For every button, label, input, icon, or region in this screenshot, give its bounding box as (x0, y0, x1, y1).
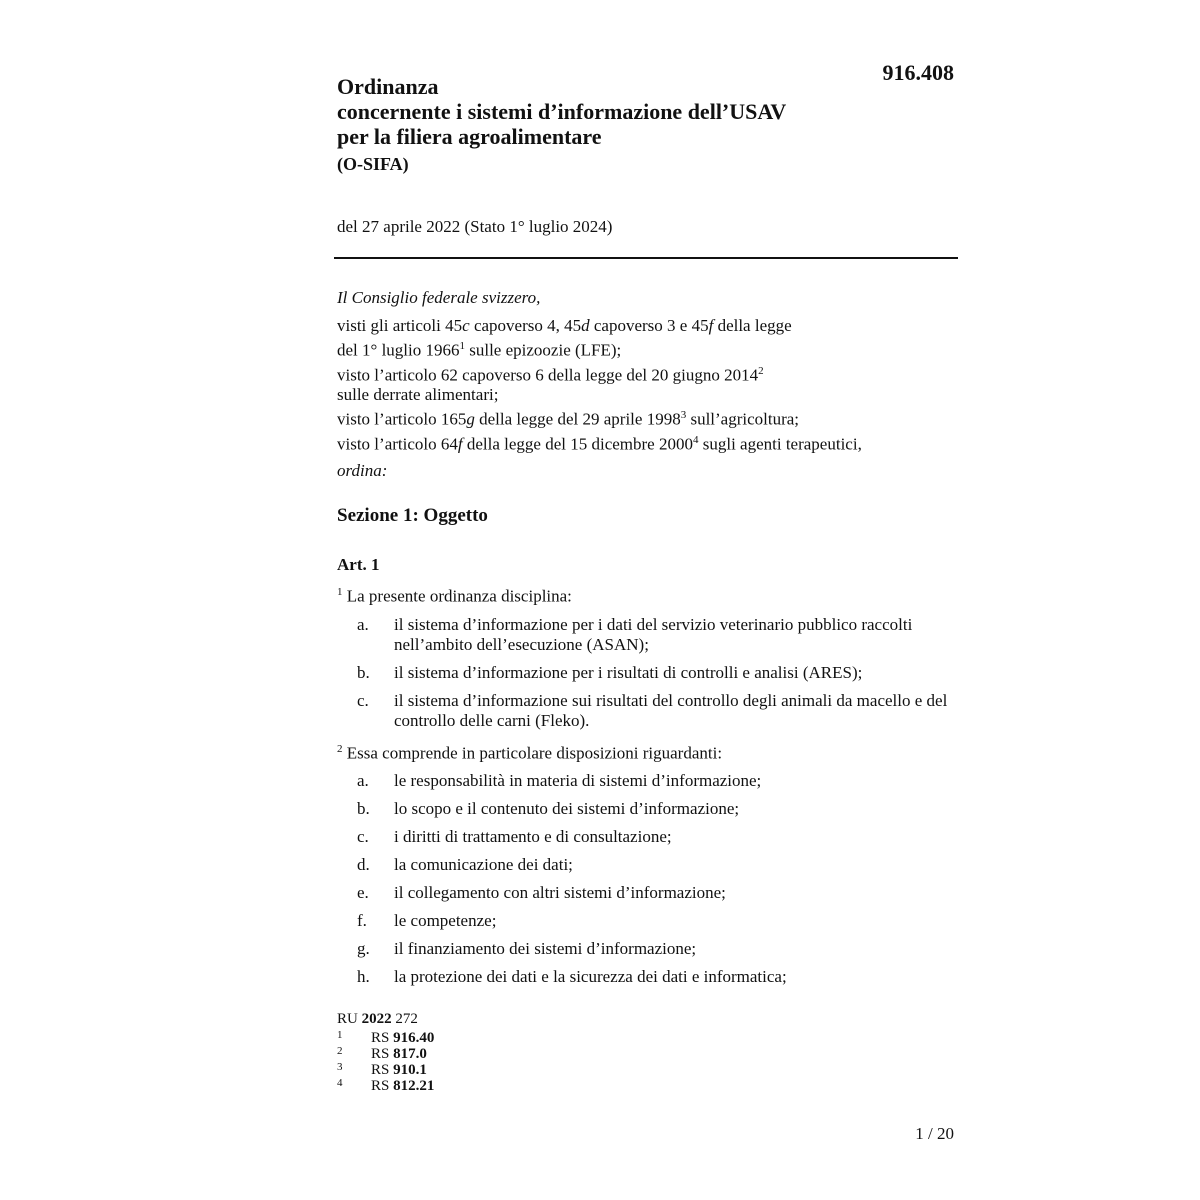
title-line-1: Ordinanza (337, 74, 439, 99)
footnote: 3 RS 910.1 (337, 1061, 427, 1078)
footnote-ref[interactable]: 4 (692, 433, 699, 446)
list-item: d. la comunicazione dei dati; (357, 855, 573, 875)
list-item: b. lo scopo e il contenuto dei sistemi d’informazione; (357, 799, 740, 819)
footnote-link[interactable]: 812.21 (393, 1078, 435, 1094)
footnote-link[interactable]: 916.40 (393, 1030, 435, 1046)
list-item: g. il finanziamento dei sistemi d’informazione; (357, 939, 697, 959)
footnote: 1 RS 916.40 (337, 1029, 435, 1046)
preamble-line-2: del 1° luglio 1966$^1$ sulle epizoozie (LFE); (337, 340, 622, 360)
preamble-line-1: visti gli articoli 45c capoverso 4, 45d capoverso 3 e 45f della legge (337, 316, 792, 335)
list-item: e. il collegamento con altri sistemi d’informazione; (357, 883, 726, 903)
footnotes (337, 1030, 434, 1094)
footnote-ref[interactable]: 1 (459, 340, 465, 352)
list-item: h. la protezione dei dati e la sicurezza dei dati e informatica; (357, 967, 787, 987)
preamble-council: Il Consiglio federale svizzero, (337, 288, 541, 307)
section-title: Sezione 1: Oggetto (337, 505, 488, 526)
paragraph-2-list (337, 771, 957, 987)
document-abbreviation: (O-SIFA) (337, 154, 409, 174)
footnote-link[interactable]: 910.1 (393, 1062, 427, 1078)
ru-reference: RU 2022 272 (337, 1011, 418, 1027)
document-date: del 27 aprile 2022 (Stato 1° luglio 2024) (337, 217, 613, 236)
preamble-line-3: visto l’articolo 62 capoverso 6 della legge del 20 giugno 2014$^2$ (337, 364, 764, 385)
footnote-link[interactable]: 817.0 (393, 1046, 427, 1062)
title-line-3: per la filiera agroalimentare (337, 124, 602, 149)
footnote-ref[interactable]: 2 (758, 364, 764, 377)
document-title (337, 74, 897, 149)
sr-number: 916.408 (882, 60, 954, 85)
paragraph-1: $^1$ La presente ordinanza disciplina: (337, 586, 572, 606)
preamble-line-6: visto l’articolo 64f della legge del 15 dicembre 2000$^4$ sugli agenti terapeutici, (337, 433, 862, 454)
list-item: c. il sistema d’informazione sui risultati del controllo degli animali da macello e del controllo delle carni (Fleko). (357, 690, 948, 730)
list-item: a. il sistema d’informazione per i dati del servizio veterinario pubblico raccolti nell’ambito dell’esecuzione (ASAN); (357, 614, 913, 654)
preamble (337, 288, 957, 481)
list-item: a. le responsabilità in materia di sistemi d’informazione; (357, 771, 762, 791)
preamble-line-5: visto l’articolo 165g della legge del 29 aprile 1998$^3$ sull’agricoltura; (337, 409, 800, 429)
list-item: b. il sistema d’informazione per i risultati di controlli e analisi (ARES); (357, 662, 863, 682)
footnote: 4 RS 812.21 (337, 1077, 435, 1094)
preamble-ordina: ordina: (337, 460, 388, 480)
article-title: Art. 1 (337, 555, 380, 574)
page-number: 1 / 20 (915, 1124, 954, 1143)
footnote-ref[interactable]: 3 (680, 409, 687, 422)
article-body (337, 582, 957, 995)
list-item: f. le competenze; (357, 911, 497, 931)
title-line-2: concernente i sistemi d’informazione dell’USAV (337, 99, 787, 124)
preamble-line-4: sulle derrate alimentari; (337, 385, 499, 405)
list-item: c. i diritti di trattamento e di consultazione; (357, 827, 672, 847)
header-divider (334, 257, 958, 259)
paragraph-1-list (337, 615, 957, 731)
paragraph-2: $^2$ Essa comprende in particolare disposizioni riguardanti: (337, 742, 723, 763)
footnote: 2 RS 817.0 (337, 1045, 427, 1062)
